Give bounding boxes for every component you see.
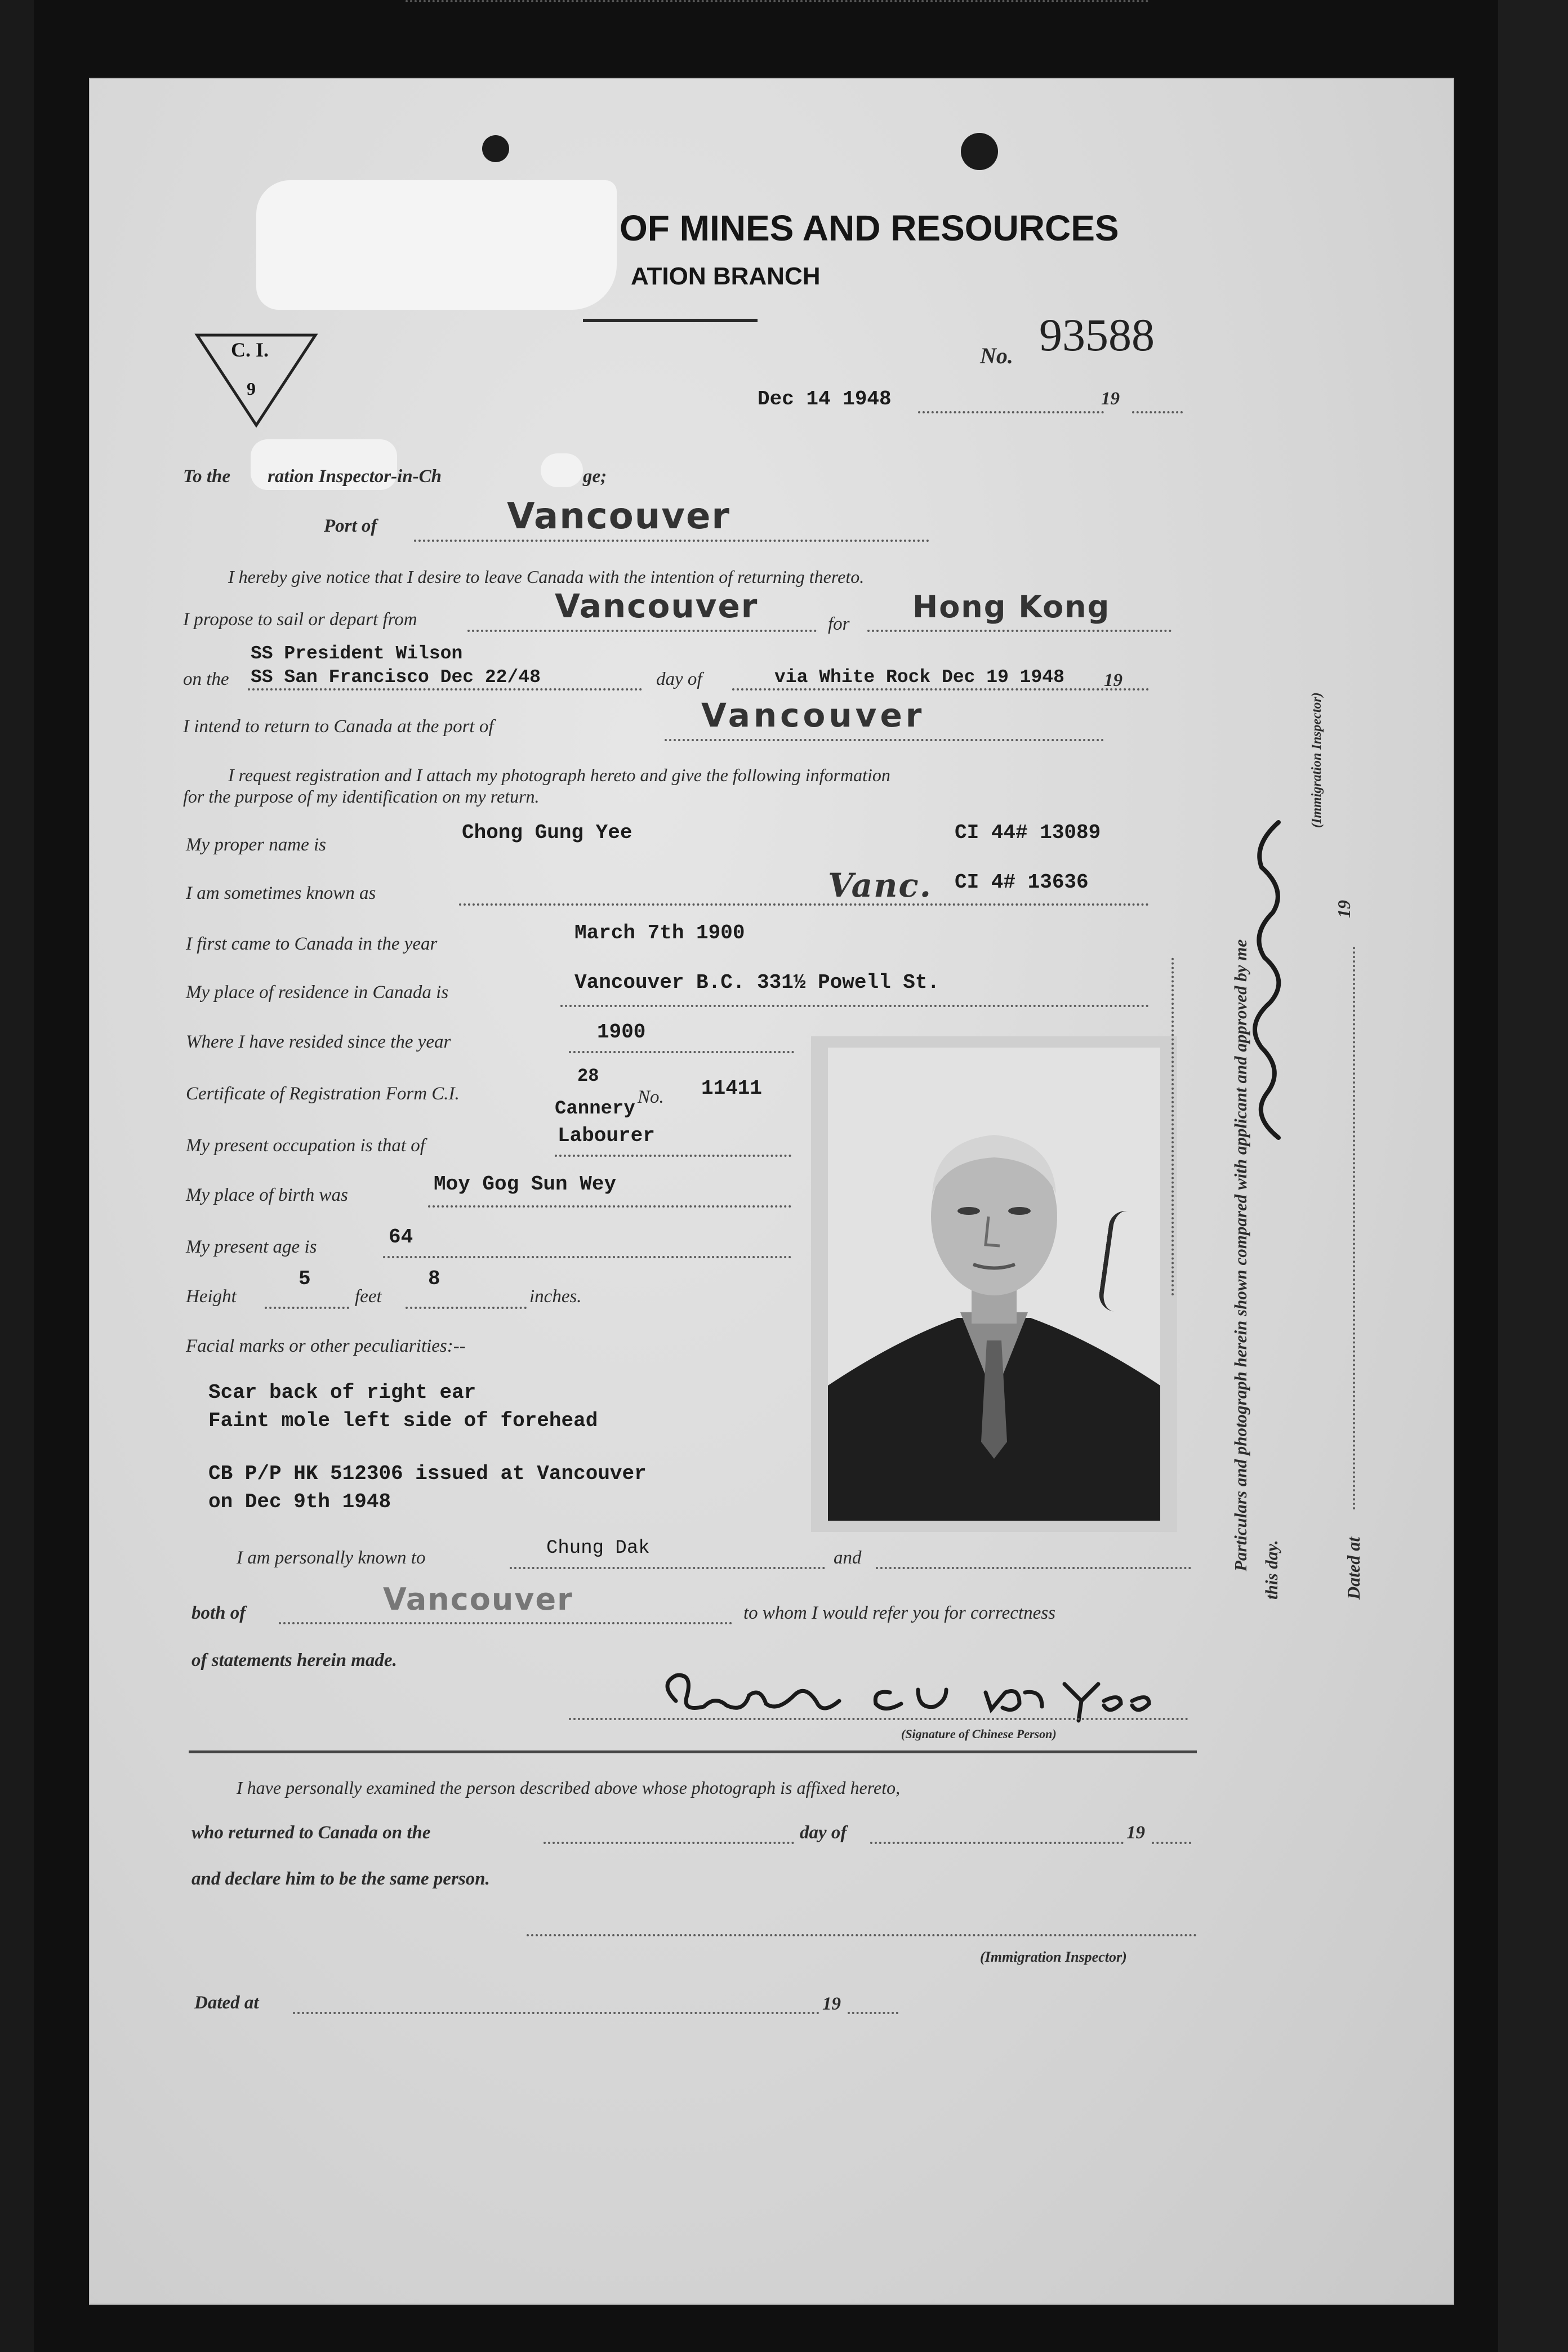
return-port: Vancouver xyxy=(701,696,925,734)
sail-label: I propose to sail or depart from xyxy=(183,609,417,630)
dated-year-label: 19 xyxy=(822,1994,841,2014)
field-label: My present occupation is that of xyxy=(186,1135,425,1156)
and-label: and xyxy=(834,1548,862,1568)
statements-text: of statements herein made. xyxy=(191,1650,397,1671)
field-label: My place of residence in Canada is xyxy=(186,982,449,1003)
occupation-detail: Cannery xyxy=(555,1098,635,1120)
inspector-signature xyxy=(1239,800,1301,1149)
port-label: Port of xyxy=(324,516,377,536)
via-detail: via White Rock Dec 19 1948 xyxy=(774,667,1064,688)
occupation: Labourer xyxy=(558,1124,655,1147)
marks-line-3: CB P/P HK 512306 issued at Vancouver xyxy=(208,1462,647,1485)
known-as-ci: CI 4# 13636 xyxy=(955,871,1089,894)
header-underline xyxy=(583,319,758,322)
inches-label: inches. xyxy=(529,1286,582,1307)
signature-caption: (Signature of Chinese Person) xyxy=(901,1727,1057,1741)
side-this-day: this day. xyxy=(1262,1540,1281,1600)
residence: Vancouver B.C. 331½ Powell St. xyxy=(574,971,940,994)
side-inspector-caption: (Immigration Inspector) xyxy=(1309,692,1324,828)
height-feet: 5 xyxy=(299,1267,311,1290)
marks-line-1: Scar back of right ear xyxy=(208,1381,476,1404)
present-age: 64 xyxy=(389,1226,413,1249)
via-year-label: 19 xyxy=(1104,670,1122,691)
cert-number: 11411 xyxy=(701,1077,763,1100)
ship-line: SS President Wilson xyxy=(251,643,463,664)
port-value: Vancouver xyxy=(507,496,730,537)
marks-line-4: on Dec 9th 1948 xyxy=(208,1490,391,1513)
dated-at-label: Dated at xyxy=(194,1993,259,2013)
punch-hole xyxy=(482,135,509,162)
height-label: Height xyxy=(186,1286,237,1307)
side-dated-at-label: Dated at xyxy=(1343,1536,1364,1600)
notice-text: I hereby give notice that I desire to leave Canada with the intention of returning thereto. xyxy=(228,567,865,587)
field-label: My proper name is xyxy=(186,835,326,855)
form-code: C. I. xyxy=(231,338,269,361)
form-date: Dec 14 1948 xyxy=(758,387,892,411)
cert-no-label: No. xyxy=(638,1087,664,1107)
side-signature-line xyxy=(1171,957,1174,1295)
inspector-caption: (Immigration Inspector) xyxy=(980,1949,1127,1965)
form-number: 9 xyxy=(247,378,256,399)
first-came-year: March 7th 1900 xyxy=(574,921,745,945)
serial-number: 93588 xyxy=(1039,309,1155,360)
applicant-signature xyxy=(653,1661,1160,1735)
returned-day-of-label: day of xyxy=(800,1823,847,1843)
examination-text: I have personally examined the person described above whose photograph is affixed hereto, xyxy=(237,1778,901,1798)
both-of-label: both of xyxy=(191,1603,246,1623)
section-divider xyxy=(189,1750,1197,1753)
height-inches: 8 xyxy=(428,1267,440,1290)
marks-line-2: Faint mole left side of forehead xyxy=(208,1409,598,1432)
sail-to: Hong Kong xyxy=(912,589,1111,625)
torn-area xyxy=(256,180,617,310)
side-approval-text: Particulars and photograph herein shown compared with applicant and approved by me xyxy=(1231,939,1250,1571)
sail-from: Vancouver xyxy=(555,587,759,625)
request-text-2: for the purpose of my identification on my return. xyxy=(183,786,540,807)
marks-label: Facial marks or other peculiarities:-- xyxy=(186,1336,466,1356)
known-as: Vanc. xyxy=(828,866,932,905)
both-of-value: Vancouver xyxy=(383,1582,573,1617)
to-title: ration Inspector-in-Ch xyxy=(268,466,442,487)
branch-title: ATION BRANCH xyxy=(631,262,821,290)
return-label: I intend to return to Canada at the port of xyxy=(183,716,494,737)
on-the-label: on the xyxy=(183,669,229,689)
field-label: My present age is xyxy=(186,1237,317,1257)
feet-label: feet xyxy=(355,1286,382,1307)
cert-form: 28 xyxy=(577,1066,599,1086)
field-label: Certificate of Registration Form C.I. xyxy=(186,1084,460,1104)
returned-label: who returned to Canada on the xyxy=(191,1823,431,1843)
field-label: I first came to Canada in the year xyxy=(186,934,438,954)
punch-hole xyxy=(961,133,998,170)
serial-no-label: No. xyxy=(980,343,1013,368)
proper-name-ci: CI 44# 13089 xyxy=(955,821,1101,844)
proper-name: Chong Gung Yee xyxy=(462,821,632,844)
resided-since: 1900 xyxy=(597,1021,646,1044)
request-text-1: I request registration and I attach my photograph hereto and give the following information xyxy=(228,765,890,785)
day-of-label: day of xyxy=(656,669,702,689)
date-year-suffix: 19 xyxy=(1101,389,1120,409)
to-label: To the xyxy=(183,466,231,487)
returned-year-label: 19 xyxy=(1126,1823,1145,1843)
field-label: I am sometimes known as xyxy=(186,883,376,903)
declare-text: and declare him to be the same person. xyxy=(191,1869,490,1889)
ship-detail: SS San Francisco Dec 22/48 xyxy=(251,667,541,688)
for-label: for xyxy=(828,614,850,634)
field-label: Where I have resided since the year xyxy=(186,1032,451,1052)
refer-text: to whom I would refer you for correctness xyxy=(743,1603,1055,1623)
birth-place: Moy Gog Sun Wey xyxy=(434,1173,617,1196)
known-to-label: I am personally known to xyxy=(237,1548,426,1568)
side-year-label: 19 xyxy=(1334,900,1354,918)
known-to-value: Chung Dak xyxy=(546,1538,650,1559)
field-label: My place of birth was xyxy=(186,1185,348,1205)
to-title-end: ge; xyxy=(583,466,607,487)
department-title: OF MINES AND RESOURCES xyxy=(620,208,1119,248)
